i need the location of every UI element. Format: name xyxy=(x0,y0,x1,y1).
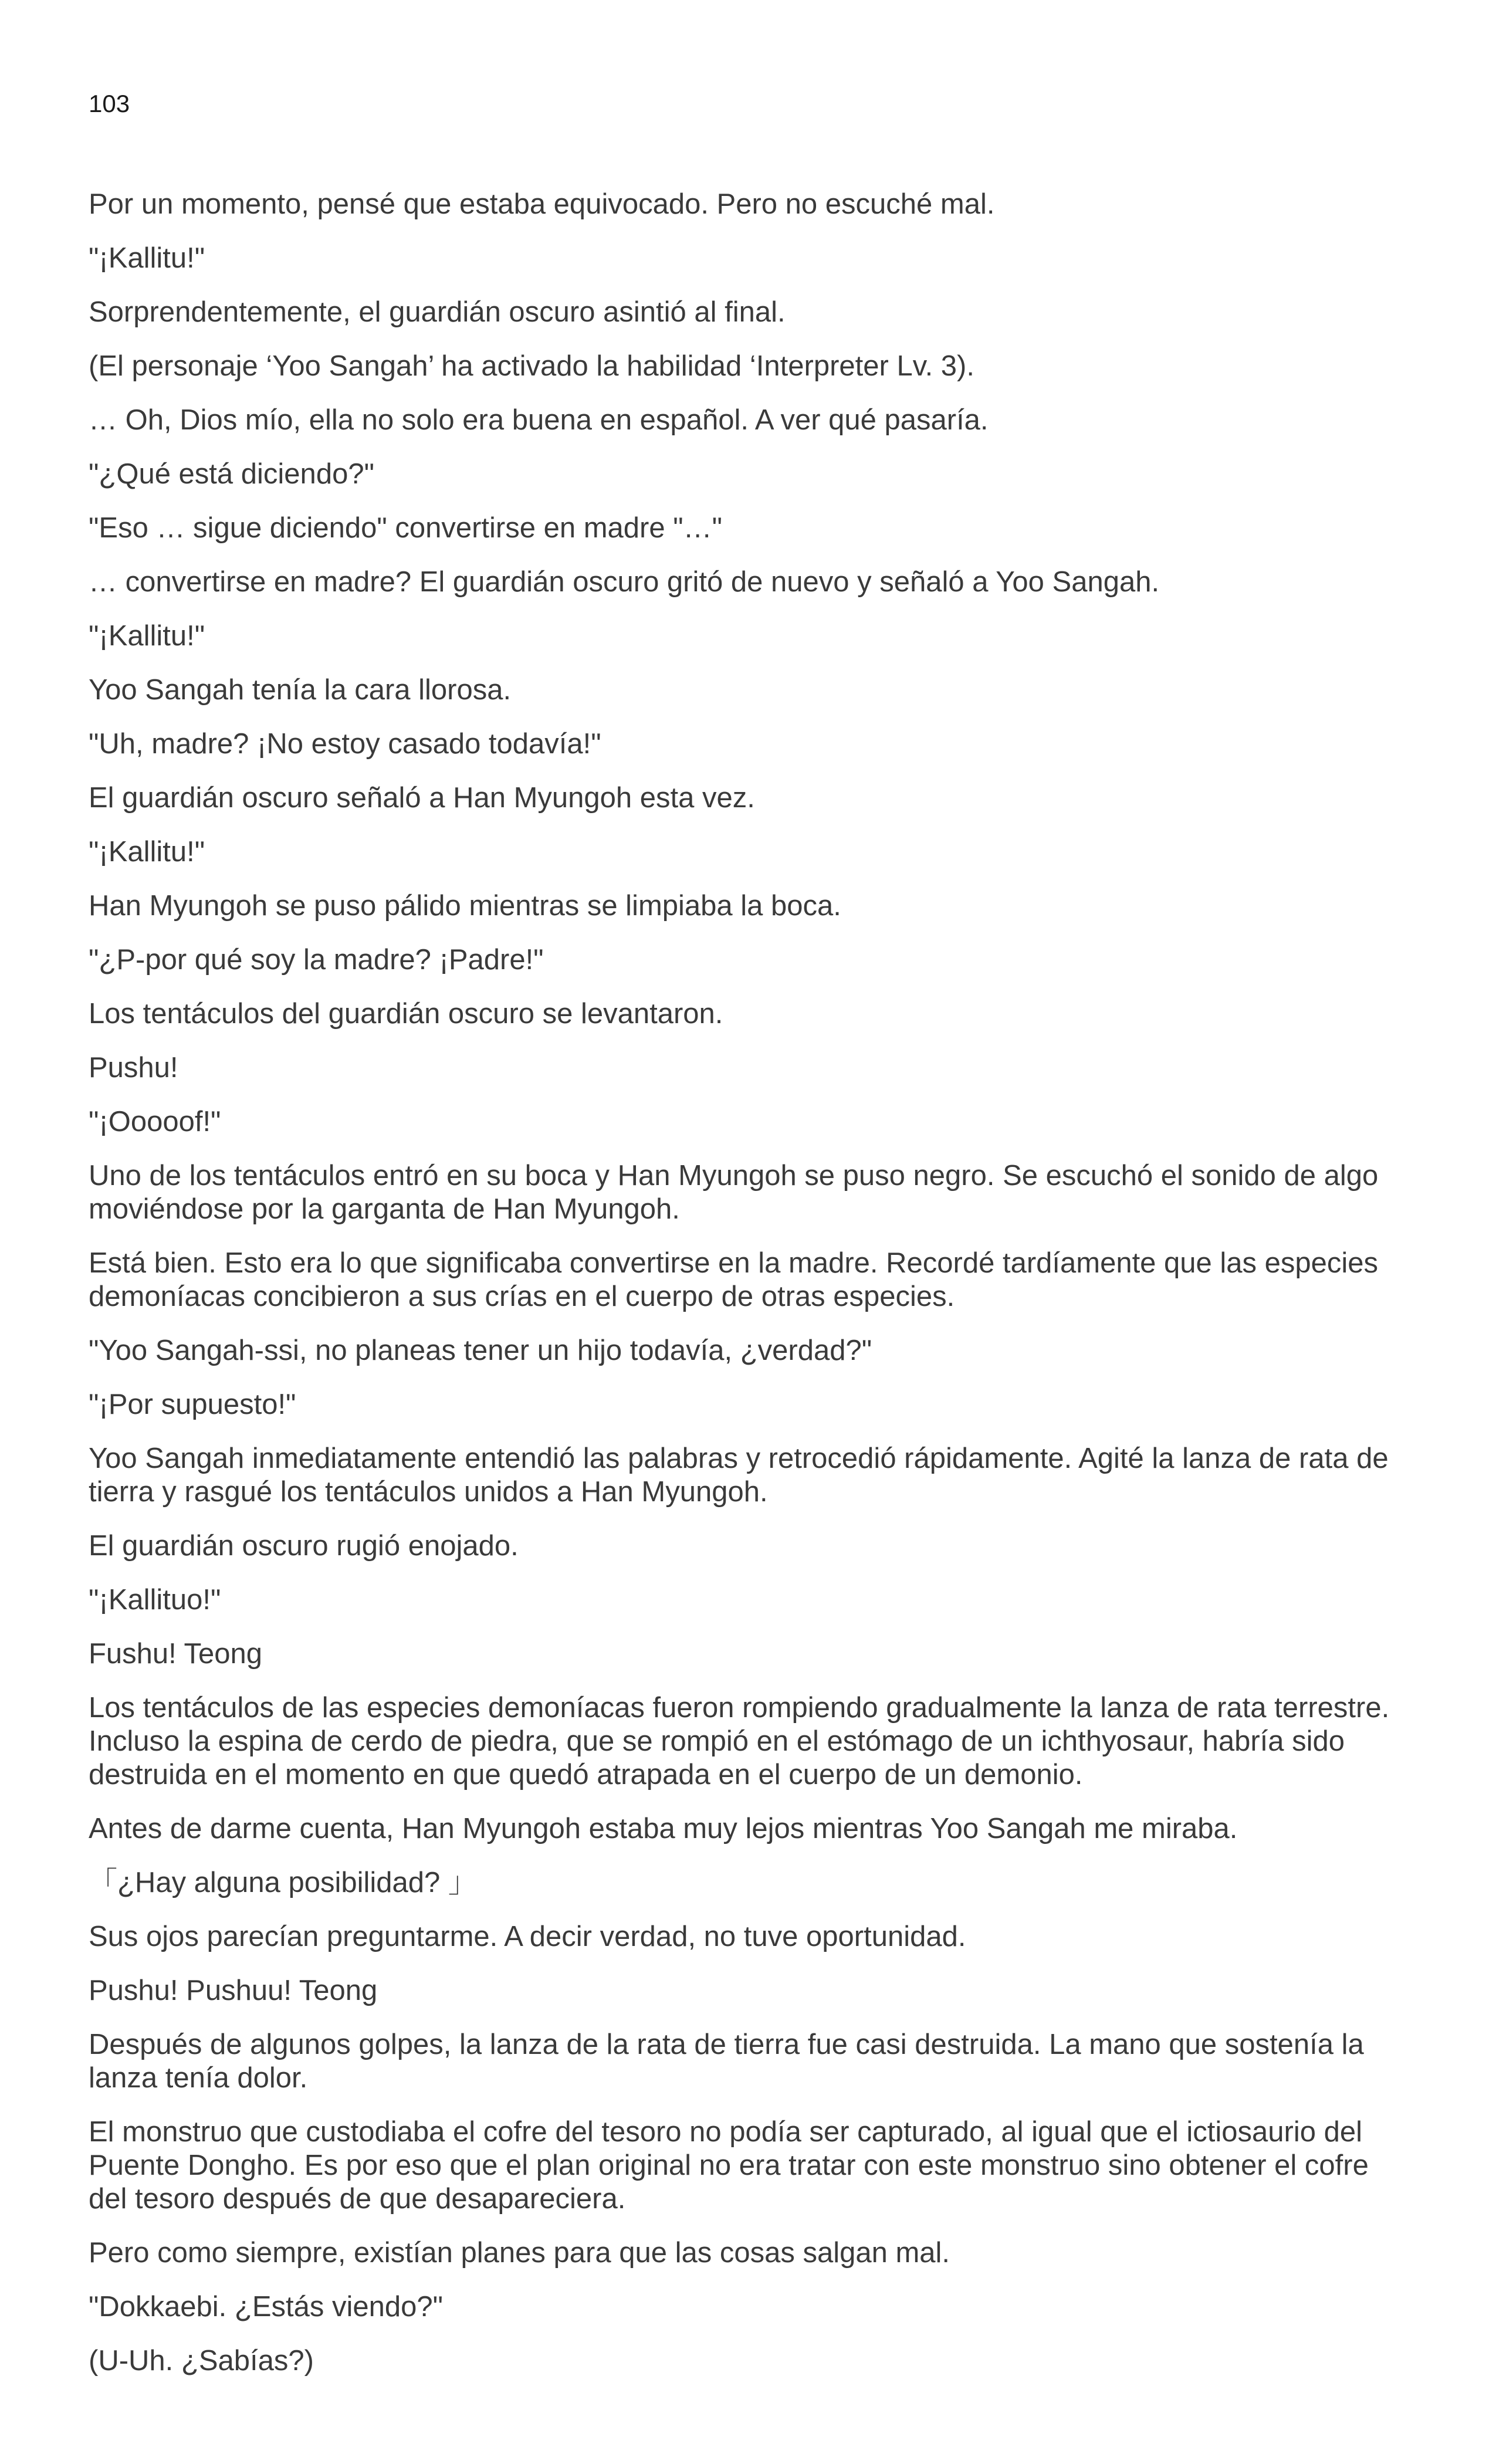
paragraph: Yoo Sangah tenía la cara llorosa. xyxy=(89,674,512,706)
paragraph: … convertirse en madre? El guardián oscuro gritó de nuevo y señaló a Yoo Sangah. xyxy=(89,566,1160,598)
paragraph: Los tentáculos del guardián oscuro se levantaron. xyxy=(89,998,723,1030)
paragraph: "¡Kallitu!" xyxy=(89,836,205,868)
paragraph: Yoo Sangah inmediatamente entendió las palabras y retrocedió rápidamente. Agité la lanza de rata de tierra y rasgué los tentáculos unidos a Han Myungoh. xyxy=(89,1443,1389,1508)
paragraph: Han Myungoh se puso pálido mientras se limpiaba la boca. xyxy=(89,890,841,922)
paragraph: "Dokkaebi. ¿Estás viendo?" xyxy=(89,2291,444,2323)
paragraph: Está bien. Esto era lo que significaba convertirse en la madre. Recordé tardíamente que las especies demoníacas concibieron a sus crías en el cuerpo de otras especies. xyxy=(89,1247,1379,1312)
paragraph: "¿P-por qué soy la madre? ¡Padre!" xyxy=(89,944,544,976)
paragraph: (El personaje ‘Yoo Sangah’ ha activado la habilidad ‘Interpreter Lv. 3). xyxy=(89,350,974,382)
paragraph: "¡Kallitu!" xyxy=(89,242,205,274)
paragraph: Después de algunos golpes, la lanza de la rata de tierra fue casi destruida. La mano que sostenía la lanza tenía dolor. xyxy=(89,2029,1364,2094)
paragraph: Pushu! Pushuu! Teong xyxy=(89,1975,378,2006)
paragraph: 「¿Hay alguna posibilidad? 」 xyxy=(89,1867,477,1898)
paragraph: "¡Kallitu!" xyxy=(89,620,205,652)
paragraph: Por un momento, pensé que estaba equivocado. Pero no escuché mal. xyxy=(89,188,995,220)
paragraph: Antes de darme cuenta, Han Myungoh estaba muy lejos mientras Yoo Sangah me miraba. xyxy=(89,1813,1238,1844)
paragraph: "Uh, madre? ¡No estoy casado todavía!" xyxy=(89,728,601,760)
paragraph: "¡Ooooof!" xyxy=(89,1106,221,1138)
paragraph: Los tentáculos de las especies demoníacas fueron rompiendo gradualmente la lanza de rata terrestre. Incluso la espina de cerdo de piedra, que se rompió en el estómago de un ichthyosaur, habría sido destruida en el momento en que quedó atrapada en el cuerpo de un demonio. xyxy=(89,1692,1390,1791)
page-number: 103 xyxy=(89,90,130,117)
paragraph: "¡Kallituo!" xyxy=(89,1584,221,1616)
paragraph: "¡Por supuesto!" xyxy=(89,1389,296,1420)
paragraph: "Eso … sigue diciendo" convertirse en madre "…" xyxy=(89,512,723,544)
paragraph: El monstruo que custodiaba el cofre del tesoro no podía ser capturado, al igual que el ictiosaurio del Puente Dongho. Es por eso que el plan original no era tratar con este monstruo sino obtener el cofre del tesoro después de que desapareciera. xyxy=(89,2116,1369,2215)
paragraph: El guardián oscuro rugió enojado. xyxy=(89,1530,519,1562)
paragraph: "Yoo Sangah-ssi, no planeas tener un hijo todavía, ¿verdad?" xyxy=(89,1335,872,1366)
paragraph: Sus ojos parecían preguntarme. A decir verdad, no tuve oportunidad. xyxy=(89,1921,966,1952)
paragraph: Fushu! Teong xyxy=(89,1638,263,1670)
paragraph: Pushu! xyxy=(89,1052,178,1084)
paragraph: "¿Qué está diciendo?" xyxy=(89,458,374,490)
paragraph: Sorprendentemente, el guardián oscuro asintió al final. xyxy=(89,296,786,328)
paragraph: (U-Uh. ¿Sabías?) xyxy=(89,2345,314,2377)
paragraph: … Oh, Dios mío, ella no solo era buena en español. A ver qué pasaría. xyxy=(89,404,989,436)
paragraph: El guardián oscuro señaló a Han Myungoh esta vez. xyxy=(89,782,755,814)
paragraph: Uno de los tentáculos entró en su boca y Han Myungoh se puso negro. Se escuchó el sonido de algo moviéndose por la garganta de Han Myungoh. xyxy=(89,1160,1379,1225)
paragraph: Pero como siempre, existían planes para que las cosas salgan mal. xyxy=(89,2237,950,2269)
document-body xyxy=(89,188,1414,2398)
